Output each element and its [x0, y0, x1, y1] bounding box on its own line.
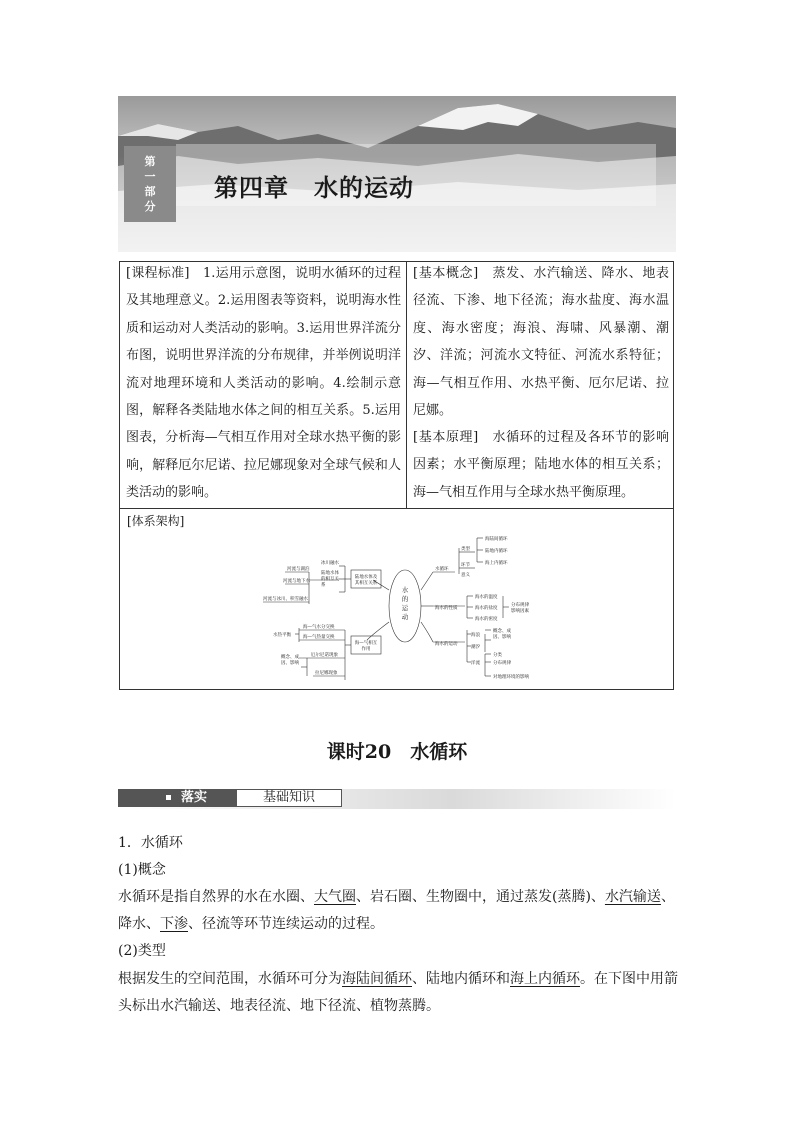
text-run: 、径流等环节连续运动的过程。	[188, 916, 384, 932]
mindmap-center: 水	[401, 586, 409, 594]
basic-principles	[413, 424, 669, 506]
framework-mindmap	[255, 530, 545, 685]
answer-blank: 海上内循环	[510, 971, 580, 987]
node-land-water-sub: 系	[321, 583, 326, 588]
principles-text: 水循环的过程及各环节的影响因素；水平衡原理；陆地水体的相互关系；海—气相互作用与全球水热平衡原理。	[413, 430, 669, 500]
node-wave: 海浪	[471, 633, 480, 638]
subheading-types: (2)类型	[118, 943, 166, 959]
node-current: 洋流	[471, 661, 480, 666]
node-heat-balance: 水热平衡	[273, 633, 291, 638]
node-salinity: 海水的盐度	[475, 606, 498, 611]
node-concept: 因、影响	[281, 661, 299, 666]
node-env-effect: 对地理环境的影响	[493, 675, 529, 680]
node-distribution: 分布规律	[511, 603, 529, 608]
node-cycle: 水循环	[435, 567, 449, 572]
node-land-inner-cycle: 陆地内循环	[485, 549, 508, 554]
node-concept: 概念、成	[281, 655, 299, 660]
node-river-lake: 河流与湖泊	[287, 567, 310, 572]
types-line-2: 头标出水汽输送、地表径流、地下径流、植物蒸腾。	[118, 998, 440, 1014]
part-char: 部	[144, 185, 156, 198]
text-run: 降水、	[118, 916, 160, 932]
section-tag	[118, 789, 236, 807]
node-river-ground: 河流与地下水	[283, 579, 310, 584]
concepts-text: 蒸发、水汽输送、降水、地表径流、下渗、地下径流；海水盐度、海水温度、海水密度；海浪、海啸、风暴潮、潮汐、洋流；河流水文特征、河流水系特征；海—气相互作用、水热平衡、厄尔尼诺、拉尼娜。	[413, 266, 669, 419]
heading-water-cycle: 1．水循环	[118, 835, 183, 851]
node-classify: 分类	[493, 653, 502, 658]
text-run: 、陆地内循环和	[412, 971, 510, 987]
framework-label: [体系架构]	[127, 514, 185, 528]
standards-label: [课程标准]	[126, 266, 190, 281]
node-distribution: 影响因素	[511, 609, 529, 614]
text-run: 根据发生的空间范围，水循环可分为	[118, 971, 342, 987]
node-links: 环节	[461, 563, 470, 568]
text-run: 水循环是指自然界的水在水圈、	[118, 889, 314, 905]
node-wave-effect: 因、影响	[493, 635, 511, 640]
node-meaning: 意义	[461, 573, 470, 578]
node-sea-inner-cycle: 海上内循环	[485, 561, 508, 566]
basic-concepts	[413, 260, 669, 424]
section-title: 基础知识	[236, 789, 342, 807]
node-land-water: 陆地水体及	[354, 575, 378, 580]
curriculum-standards	[126, 260, 401, 507]
node-tide: 潮汐	[471, 645, 480, 650]
part-label	[124, 146, 176, 222]
answer-blank: 大气圈	[314, 889, 356, 905]
answer-blank: 下渗	[160, 916, 188, 932]
mindmap-center: 动	[401, 613, 409, 621]
node-sea-land-cycle: 海陆间循环	[485, 537, 508, 542]
types-line-1	[118, 968, 678, 988]
text-run: 、岩石圈、生物圈中，通过蒸发(蒸腾)、	[356, 889, 605, 905]
concepts-label: [基本概念]	[413, 266, 479, 281]
node-el-nino: 厄尔尼诺现象	[311, 653, 338, 658]
node-river-glacier: 河流与冰川、积雪融水	[263, 597, 308, 602]
principles-label: [基本原理]	[413, 430, 479, 445]
answer-blank: 水汽输送	[604, 889, 661, 905]
node-air-sea: 作用	[361, 647, 371, 652]
node-motion: 海水的运动	[435, 642, 458, 647]
part-char: 分	[144, 200, 156, 213]
text-run: 。在下图中用箭	[580, 971, 678, 987]
node-land-water: 其相互关系	[354, 581, 378, 586]
chapter-title: 第四章 水的运动	[214, 174, 414, 202]
node-wave-effect: 概念、成	[493, 629, 511, 634]
node-dist-law: 分布规律	[493, 661, 511, 666]
node-exchange-heat: 海—气热量交换	[303, 635, 335, 640]
section-tag-label: 落实	[181, 790, 208, 805]
part-char: 第	[144, 155, 156, 168]
node-types: 类型	[461, 547, 470, 552]
node-temperature: 海水的温度	[475, 595, 498, 600]
node-density: 海水的密度	[475, 617, 498, 622]
section-bar	[118, 789, 676, 809]
text-run: 、	[660, 889, 675, 905]
mindmap-center: 的	[401, 595, 409, 603]
square-bullet-icon	[166, 795, 171, 800]
node-land-water-sub: 的相互关	[321, 577, 339, 582]
concept-line-1	[118, 886, 675, 906]
mindmap-center: 运	[401, 604, 409, 612]
concept-line-2	[118, 913, 384, 933]
node-seawater: 海水的性质	[435, 606, 458, 611]
part-char: 一	[144, 170, 156, 183]
node-la-nina: 拉尼娜现象	[315, 671, 338, 676]
lesson-title: 课时20 水循环	[326, 741, 468, 763]
subheading-concept: (1)概念	[118, 862, 166, 878]
standards-text: 1.运用示意图，说明水循环的过程及其地理意义。2.运用图表等资料，说明海水性质和运动对人类活动的影响。3.运用世界洋流分布图，说明世界洋流的分布规律，并举例说明洋流对地理环境和人类活动的影响。4.绘制示意图，解释各类陆地水体之间的相互关系。5.运用图表，分析海—气相互作用对全球水热平衡的影响，解释厄尔尼诺、拉尼娜现象对全球气候和人类活动的影响。	[126, 266, 401, 501]
node-glacier: 冰川融水	[321, 561, 339, 566]
node-land-water-sub: 陆地水体	[321, 571, 339, 576]
answer-blank: 海陆间循环	[342, 971, 412, 987]
node-exchange-water: 海—气水分交换	[303, 625, 335, 630]
node-air-sea: 海—气相互	[354, 641, 378, 646]
